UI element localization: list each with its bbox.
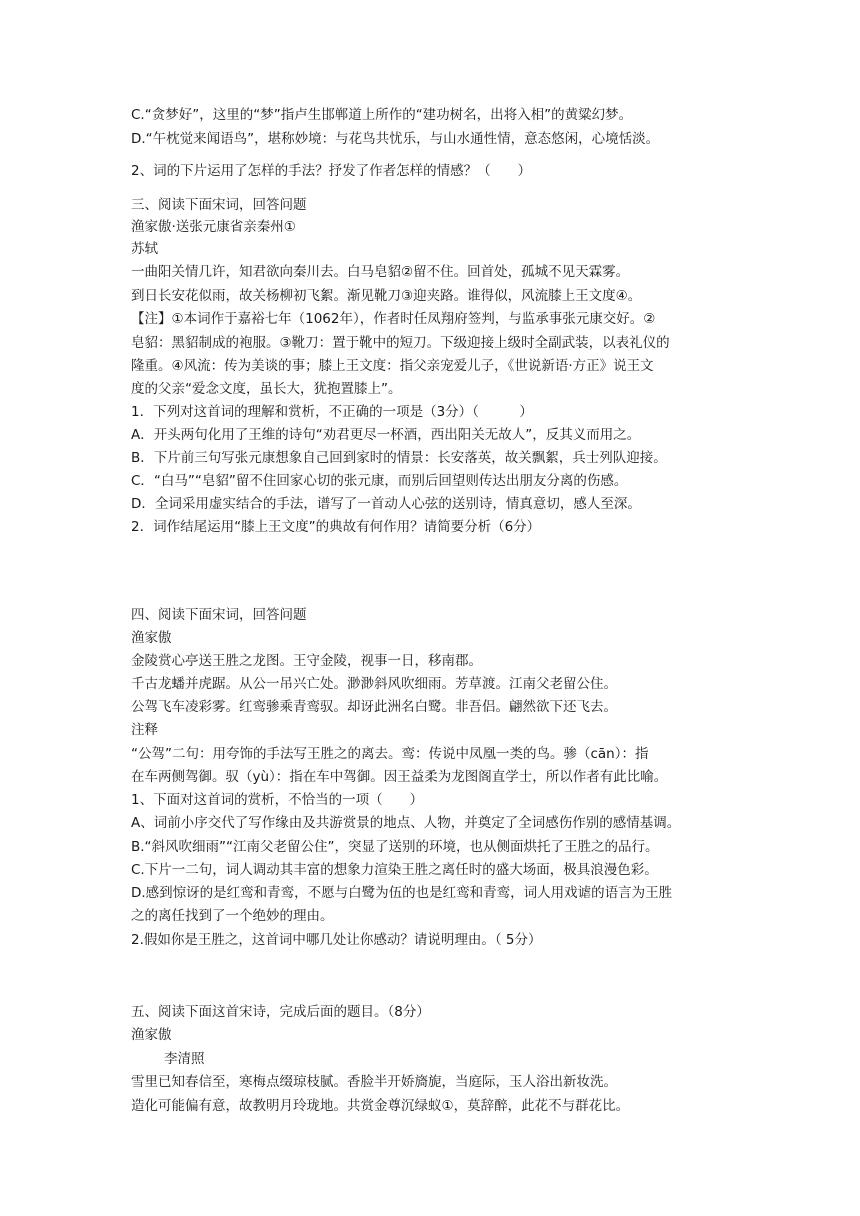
- option-d-line-cont: 之的离任找到了一个绝妙的理由。: [131, 908, 334, 924]
- poem-author: 李清照: [164, 1051, 205, 1067]
- option-a-line: A、词前小序交代了写作缘由及共游赏景的地点、人物，并奠定了全词感伤作别的感情基调。: [131, 815, 681, 831]
- poem-preface: 金陵赏心亭送王胜之龙图。王守金陵，视事一日，移南郡。: [131, 653, 482, 669]
- poem-line: 千古龙蟠并虎踞。从公一吊兴亡处。渺渺斜风吹细雨。芳草渡。江南父老留公住。: [131, 676, 617, 692]
- option-b-line: B．下片前三句写张元康想象自己回到家时的情景：长安落英，故关飘絮，兵士列队迎接。: [131, 450, 667, 466]
- note-line: 度的父亲“爱念文度，虽长大，犹抱置膝上”。: [131, 381, 402, 397]
- question-line: 1、下面对这首词的赏析，不恰当的一项（ ）: [131, 792, 424, 808]
- note-line: “公驾”二句：用夸饰的手法写王胜之的离去。鸾：传说中凤凰一类的鸟。骖（cān）：指: [131, 746, 649, 762]
- note-line: 隆重。④风流：传为美谈的事；膝上王文度：指父亲宠爱儿子，《世说新语·方正》说王文: [131, 358, 654, 374]
- note-line: 【注】①本词作于嘉裕七年（1062年），作者时任凤翔府签判，与监承事张元康交好。②: [131, 311, 656, 327]
- option-d-line: D．全词采用虚实结合的手法，谱写了一首动人心弦的送别诗，情真意切，感人至深。: [131, 496, 641, 512]
- section-heading: 三、阅读下面宋词，回答问题: [131, 197, 307, 213]
- question-line: 2．词作结尾运用“膝上王文度”的典故有何作用？请简要分析（6分）: [131, 519, 541, 535]
- note-line: 皂貂：黑貂制成的袍服。③靴刀：置于靴中的短刀。下级迎接上级时全副武装，以表礼仪的: [131, 335, 670, 351]
- poem-line: 雪里已知春信至，寒梅点缀琼枝腻。香脸半开娇旖旎，当庭际，玉人浴出新妆洗。: [131, 1074, 617, 1090]
- poem-title: 渔家傲·送张元康省亲秦州①: [131, 219, 296, 235]
- note-line: 在车两侧驾御。驭（yù）：指在车中驾御。因王益柔为龙图阁直学士，所以作者有此比喻。: [131, 769, 668, 785]
- poem-line: 造化可能偏有意，故教明月玲珑地。共赏金尊沉绿蚁①，莫辞醉，此花不与群花比。: [131, 1098, 630, 1114]
- question-line: 2.假如你是王胜之，这首词中哪几处让你感动？请说明理由。（ 5分）: [131, 932, 542, 948]
- poem-author: 苏轼: [131, 241, 158, 257]
- section-heading: 五、阅读下面这首宋诗，完成后面的题目。（8分）: [131, 1004, 430, 1020]
- option-b-line: B.“斜风吹细雨”“江南父老留公住”，突显了送别的环境，也从侧面烘托了王胜之的品行。: [131, 839, 659, 855]
- question-line: 2、词的下片运用了怎样的手法？抒发了作者怎样的情感？（ ）: [131, 163, 532, 179]
- poem-line: 到日长安花似雨，故关杨柳初飞絮。渐见靴刀③迎夹路。谁得似，风流膝上王文度④。: [131, 288, 642, 304]
- question-line: 1．下列对这首词的理解和赏析，不正确的一项是（3分）（ ）: [131, 404, 533, 420]
- option-c-line: C.“贪梦好”，这里的“梦”指卢生邯郸道上所作的“建功树名，出将入相”的黄粱幻梦。: [131, 107, 633, 123]
- notes-heading: 注释: [131, 722, 158, 738]
- option-d-line: D.感到惊讶的是红鸾和青鸾，不愿与白鹭为伍的也是红鸾和青鸾，词人用戏谑的语言为王胜: [131, 885, 673, 901]
- poem-title: 渔家傲: [131, 1027, 172, 1043]
- poem-line: 一曲阳关情几许，知君欲向秦川去。白马皂貂②留不住。回首处，孤城不见天霖雾。: [131, 264, 630, 280]
- option-d-line: D.“午枕觉来闻语鸟”，堪称妙境：与花鸟共忧乐，与山水通性情，意态悠闲，心境恬淡。: [131, 131, 660, 147]
- option-c-line: C．“白马”“皂貂”留不住回家心切的张元康，而别后回望则传达出朋友分离的伤感。: [131, 473, 628, 489]
- option-a-line: A．开头两句化用了王维的诗句“劝君更尽一杯酒，西出阳关无故人”，反其义而用之。: [131, 427, 641, 443]
- section-heading: 四、阅读下面宋词，回答问题: [131, 607, 307, 623]
- poem-title: 渔家傲: [131, 630, 172, 646]
- poem-line: 公驾飞车凌彩雾。红鸾骖乘青鸾驭。却讶此洲名白鹭。非吾侣。翩然欲下还飞去。: [131, 699, 617, 715]
- option-c-line: C.下片一二句，词人调动其丰富的想象力渲染王胜之离任时的盛大场面，极具浪漫色彩。: [131, 862, 658, 878]
